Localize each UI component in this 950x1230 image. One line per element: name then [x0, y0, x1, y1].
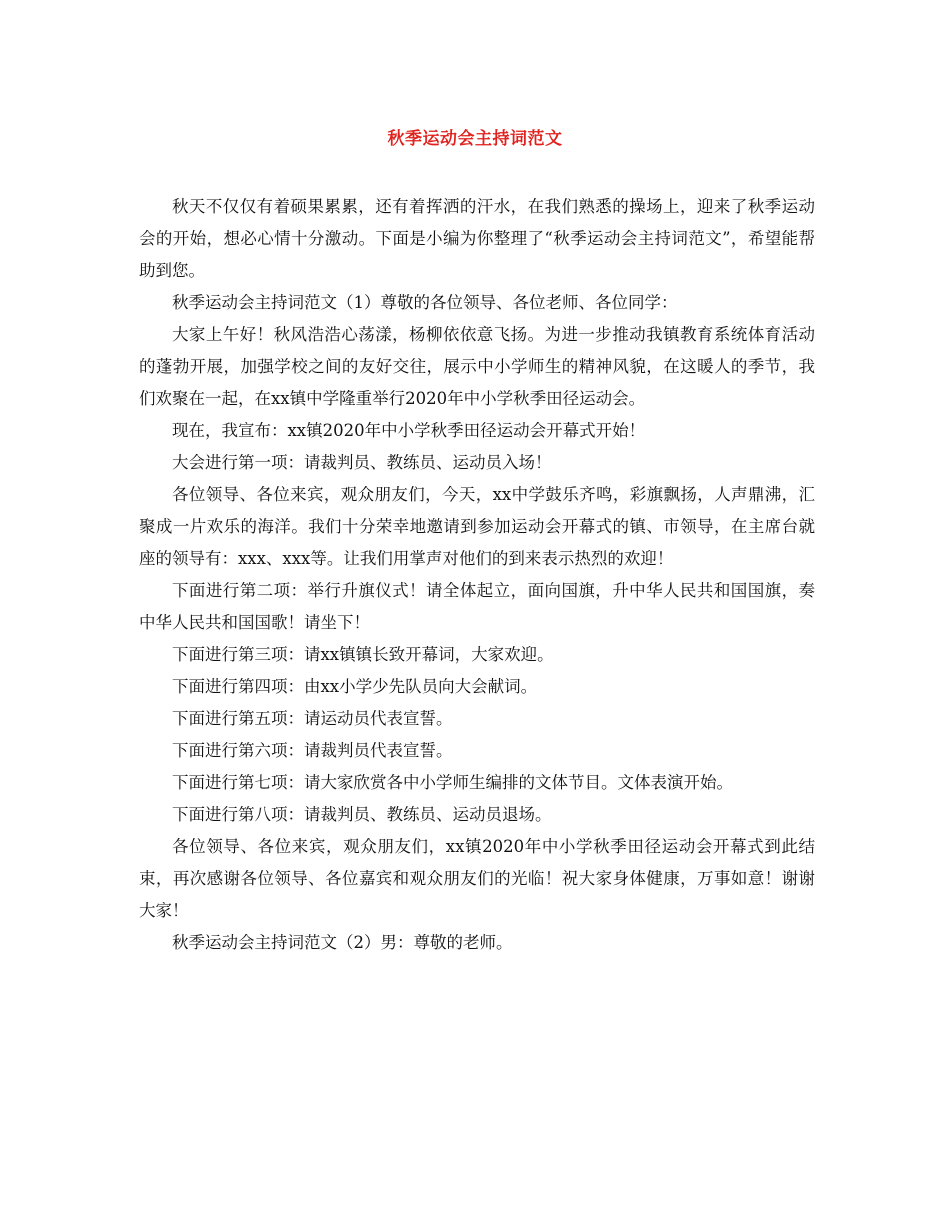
- paragraph-item-5: 下面进行第五项：请运动员代表宣誓。: [172, 709, 453, 728]
- paragraph-greeting: 大家上午好！秋风浩浩心荡漾，杨柳依依意飞扬。为进一步推动我镇教育系统体育活动的蓬勃开展，加强学校之间的友好交往，展示中小学师生的精神风貌，在这暖人的季节，我们欢聚在一起，在xx镇中学隆重举行2020年中小学秋季田径运动会。: [139, 325, 815, 408]
- paragraph-intro: 秋天不仅仅有着硕果累累，还有着挥洒的汗水，在我们熟悉的操场上，迎来了秋季运动会的开始，想必心情十分激动。下面是小编为你整理了“秋季运动会主持词范文”，希望能帮助到您。: [139, 197, 815, 280]
- paragraph-sample-2-heading: 秋季运动会主持词范文（2）男：尊敬的老师。: [172, 933, 513, 952]
- paragraph-welcome-leaders: 各位领导、各位来宾，观众朋友们，今天，xx中学鼓乐齐鸣，彩旗飘扬，人声鼎沸，汇聚成一片欢乐的海洋。我们十分荣幸地邀请到参加运动会开幕式的镇、市领导，在主席台就座的领导有：xxx、xxx等。让我们用掌声对他们的到来表示热烈的欢迎！: [139, 485, 815, 568]
- paragraph-closing: 各位领导、各位来宾，观众朋友们，xx镇2020年中小学秋季田径运动会开幕式到此结束，再次感谢各位领导、各位嘉宾和观众朋友们的光临！祝大家身体健康，万事如意！谢谢大家！: [139, 837, 815, 920]
- document-body: [139, 191, 815, 959]
- paragraph-item-8: 下面进行第八项：请裁判员、教练员、运动员退场。: [172, 805, 552, 824]
- paragraph-item-1: 大会进行第一项：请裁判员、教练员、运动员入场！: [172, 453, 552, 472]
- paragraph-item-7: 下面进行第七项：请大家欣赏各中小学师生编排的文体节目。文体表演开始。: [172, 773, 733, 792]
- paragraph-item-3: 下面进行第三项：请xx镇镇长致开幕词，大家欢迎。: [172, 645, 554, 664]
- paragraph-item-2: 下面进行第二项：举行升旗仪式！请全体起立，面向国旗，升中华人民共和国国旗，奏中华人民共和国国歌！请坐下！: [139, 581, 815, 632]
- document-title: 秋季运动会主持词范文: [387, 129, 563, 149]
- paragraph-sample-1-heading: 秋季运动会主持词范文（1）尊敬的各位领导、各位老师、各位同学：: [172, 293, 678, 312]
- paragraph-item-6: 下面进行第六项：请裁判员代表宣誓。: [172, 741, 453, 760]
- paragraph-item-4: 下面进行第四项：由xx小学少先队员向大会献词。: [172, 677, 538, 696]
- paragraph-announcement: 现在，我宣布：xx镇2020年中小学秋季田径运动会开幕式开始！: [172, 421, 646, 440]
